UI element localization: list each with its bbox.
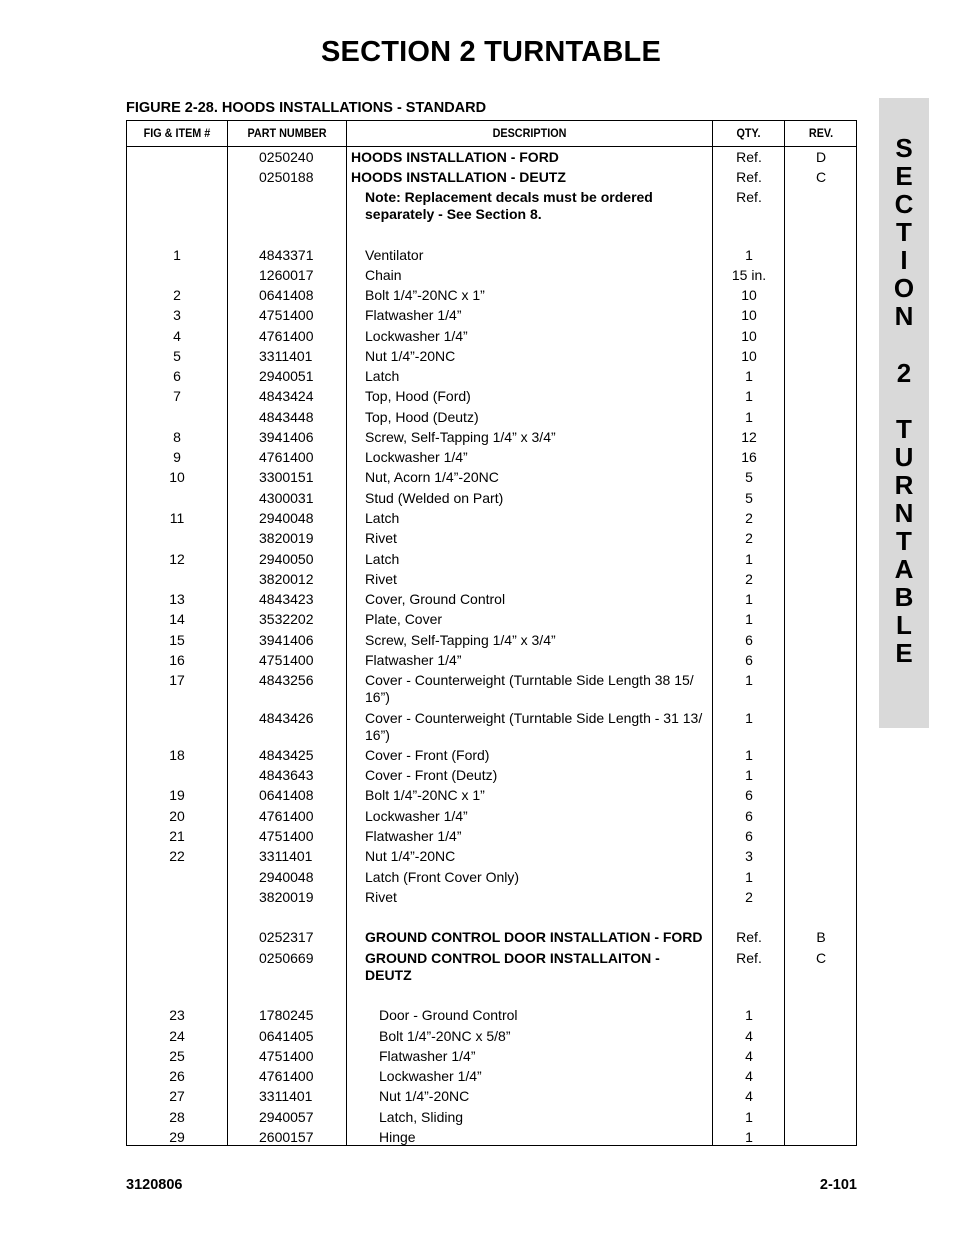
side-tab-letter: T	[896, 526, 912, 556]
side-tab-letter: R	[894, 470, 914, 500]
cell-fig-item: 28	[169, 1109, 185, 1125]
cell-description: Flatwasher 1/4”	[365, 828, 462, 844]
cell-part-number: 0641405	[259, 1028, 314, 1044]
column-header-qty: QTY.	[736, 126, 761, 140]
figure-title: FIGURE 2-28. HOODS INSTALLATIONS - STANDARD	[126, 100, 487, 116]
cell-description: Nut 1/4”-20NC	[365, 348, 456, 364]
cell-qty: 1	[745, 1007, 753, 1023]
cell-part-number: 2940048	[259, 510, 314, 526]
cell-qty: Ref.	[736, 950, 762, 966]
cell-description: Cover - Front (Ford)	[365, 747, 490, 763]
cell-fig-item: 14	[169, 611, 185, 627]
column-header-rev: REV.	[808, 126, 834, 140]
side-tab-letter: E	[895, 161, 913, 191]
footer-page-number: 2-101	[819, 1177, 857, 1193]
cell-fig-item: 23	[169, 1007, 185, 1023]
cell-qty: 1	[745, 368, 753, 384]
cell-qty: 4	[745, 1088, 753, 1104]
cell-part-number: 3820019	[259, 889, 314, 905]
cell-qty: 6	[745, 652, 753, 668]
cell-part-number: 3941406	[259, 429, 314, 445]
cell-qty: 1	[745, 869, 753, 885]
cell-description: Lockwasher 1/4”	[365, 449, 468, 465]
section-side-tab	[879, 98, 929, 728]
cell-fig-item: 1	[173, 247, 181, 263]
cell-part-number: 4751400	[259, 307, 314, 323]
cell-description: Rivet	[365, 571, 397, 587]
cell-part-number: 2940051	[259, 368, 314, 384]
cell-description: Stud (Welded on Part)	[365, 490, 504, 506]
cell-fig-item: 19	[169, 787, 185, 803]
cell-qty: Ref.	[736, 929, 762, 945]
column-header-description: DESCRIPTION	[492, 126, 567, 140]
side-tab-letter: S	[895, 133, 913, 163]
cell-description: Cover - Counterweight (Turntable Side Length 38 15/ 16”)	[365, 672, 694, 705]
cell-qty: 4	[745, 1068, 753, 1084]
cell-description: Flatwasher 1/4”	[365, 652, 462, 668]
cell-qty: 5	[745, 490, 753, 506]
cell-description: Flatwasher 1/4”	[379, 1048, 476, 1064]
cell-qty: 16	[741, 449, 757, 465]
cell-qty: 1	[745, 611, 753, 627]
cell-description: Door - Ground Control	[379, 1007, 518, 1023]
footer-document-number: 3120806	[126, 1177, 183, 1193]
cell-description: Top, Hood (Ford)	[365, 388, 471, 404]
column-header-part: PART NUMBER	[247, 126, 327, 140]
cell-part-number: 3311401	[259, 1088, 313, 1104]
cell-description: Lockwasher 1/4”	[365, 808, 468, 824]
cell-qty: 10	[741, 348, 757, 364]
cell-qty: 2	[745, 889, 753, 905]
cell-qty: 1	[745, 551, 753, 567]
side-tab-letter: L	[896, 610, 912, 640]
cell-description: Bolt 1/4”-20NC x 5/8”	[379, 1028, 511, 1044]
cell-description: Latch, Sliding	[379, 1109, 464, 1125]
cell-qty: 1	[745, 388, 753, 404]
cell-part-number: 2940050	[259, 551, 314, 567]
cell-description: Latch	[365, 368, 400, 384]
cell-part-number: 4843426	[259, 710, 314, 726]
cell-part-number: 2940048	[259, 869, 314, 885]
cell-fig-item: 6	[173, 368, 181, 384]
cell-qty: Ref.	[736, 169, 762, 185]
cell-qty: 2	[745, 510, 753, 526]
side-tab-letter: N	[894, 498, 914, 528]
cell-part-number: 4843371	[259, 247, 314, 263]
cell-description: HOODS INSTALLATION - FORD	[351, 149, 559, 165]
cell-part-number: 4751400	[259, 1048, 314, 1064]
page-title: SECTION 2 TURNTABLE	[321, 36, 661, 68]
cell-qty: 10	[741, 307, 757, 323]
cell-qty: 2	[745, 571, 753, 587]
cell-part-number: 3300151	[259, 469, 314, 485]
cell-qty: 6	[745, 808, 753, 824]
cell-part-number: 4300031	[259, 490, 314, 506]
side-tab-letter: 2	[896, 358, 912, 388]
cell-qty: 1	[745, 710, 753, 726]
cell-part-number: 4843448	[259, 409, 314, 425]
cell-qty: 1	[745, 591, 753, 607]
cell-qty: 1	[745, 1109, 753, 1125]
cell-qty: 1	[745, 1129, 753, 1145]
cell-fig-item: 24	[169, 1028, 185, 1044]
cell-part-number: 4843256	[259, 672, 314, 688]
cell-fig-item: 3	[173, 307, 181, 323]
side-tab-letter: A	[894, 554, 914, 584]
cell-qty: 6	[745, 632, 753, 648]
cell-qty: 3	[745, 848, 753, 864]
cell-fig-item: 20	[169, 808, 185, 824]
cell-description: Cover, Ground Control	[365, 591, 506, 607]
cell-description: Bolt 1/4”-20NC x 1”	[365, 787, 485, 803]
cell-qty: Ref.	[736, 149, 762, 165]
cell-qty: 10	[741, 287, 757, 303]
cell-fig-item: 27	[169, 1088, 185, 1104]
column-header-fig: FIG & ITEM #	[143, 126, 211, 140]
side-tab-letter: C	[894, 189, 914, 219]
cell-description: Rivet	[365, 889, 397, 905]
cell-qty: 15 in.	[731, 267, 767, 283]
cell-description: Nut 1/4”-20NC	[365, 848, 456, 864]
cell-part-number: 4843424	[259, 388, 314, 404]
cell-part-number: 4761400	[259, 328, 314, 344]
cell-description: Screw, Self-Tapping 1/4” x 3/4”	[365, 632, 556, 648]
cell-qty: 1	[745, 672, 753, 688]
cell-part-number: 0250188	[259, 169, 314, 185]
cell-part-number: 3941406	[259, 632, 314, 648]
cell-rev: C	[815, 169, 827, 185]
cell-description: Latch	[365, 551, 400, 567]
cell-part-number: 0250669	[259, 950, 314, 966]
cell-description: Hinge	[379, 1129, 416, 1145]
cell-fig-item: 4	[173, 328, 181, 344]
cell-qty: 5	[745, 469, 753, 485]
cell-qty: 6	[745, 787, 753, 803]
side-tab-letter: O	[893, 273, 915, 303]
cell-description: Flatwasher 1/4”	[365, 307, 462, 323]
side-tab-letter: E	[895, 638, 913, 668]
cell-description: Nut 1/4”-20NC	[379, 1088, 470, 1104]
cell-fig-item: 13	[169, 591, 185, 607]
header-divider	[127, 146, 856, 147]
cell-description: Rivet	[365, 530, 397, 546]
cell-description: Top, Hood (Deutz)	[365, 409, 479, 425]
cell-description: Latch (Front Cover Only)	[365, 869, 520, 885]
side-tab-letter: U	[894, 442, 914, 472]
cell-fig-item: 16	[169, 652, 185, 668]
column-divider	[346, 121, 347, 1145]
cell-qty: 10	[741, 328, 757, 344]
cell-description: HOODS INSTALLATION - DEUTZ	[351, 169, 566, 185]
cell-fig-item: 25	[169, 1048, 185, 1064]
cell-part-number: 4843425	[259, 747, 314, 763]
cell-part-number: 0250240	[259, 149, 314, 165]
cell-qty: 1	[745, 747, 753, 763]
column-divider	[227, 121, 228, 1145]
side-tab-letter: T	[896, 414, 912, 444]
cell-description: Bolt 1/4”-20NC x 1”	[365, 287, 485, 303]
cell-qty: 1	[745, 247, 753, 263]
cell-part-number: 4843643	[259, 767, 314, 783]
cell-part-number: 4761400	[259, 808, 314, 824]
cell-part-number: 1260017	[259, 267, 314, 283]
cell-part-number: 0641408	[259, 787, 314, 803]
cell-rev: B	[816, 929, 826, 945]
cell-part-number: 3820012	[259, 571, 314, 587]
cell-fig-item: 17	[169, 672, 185, 688]
cell-qty: Ref.	[736, 189, 762, 205]
cell-part-number: 2600157	[259, 1129, 314, 1145]
cell-rev: D	[815, 149, 827, 165]
cell-description: Cover - Front (Deutz)	[365, 767, 498, 783]
cell-description: Chain	[365, 267, 402, 283]
cell-qty: 1	[745, 767, 753, 783]
cell-fig-item: 7	[173, 388, 181, 404]
cell-qty: 4	[745, 1048, 753, 1064]
cell-description: GROUND CONTROL DOOR INSTALLAITON - DEUTZ	[365, 950, 660, 983]
cell-fig-item: 21	[169, 828, 185, 844]
parts-table	[126, 120, 857, 1146]
side-tab-letter: B	[894, 582, 914, 612]
cell-description: Lockwasher 1/4”	[365, 328, 468, 344]
cell-rev: C	[815, 950, 827, 966]
cell-fig-item: 8	[173, 429, 181, 445]
cell-qty: 2	[745, 530, 753, 546]
cell-fig-item: 18	[169, 747, 185, 763]
cell-fig-item: 22	[169, 848, 185, 864]
side-tab-letter: I	[900, 245, 908, 275]
cell-fig-item: 15	[169, 632, 185, 648]
cell-part-number: 3532202	[259, 611, 314, 627]
cell-description: Nut, Acorn 1/4”-20NC	[365, 469, 499, 485]
cell-part-number: 3820019	[259, 530, 314, 546]
cell-qty: 12	[741, 429, 757, 445]
cell-qty: 4	[745, 1028, 753, 1044]
cell-fig-item: 5	[173, 348, 181, 364]
cell-part-number: 2940057	[259, 1109, 314, 1125]
cell-qty: 6	[745, 828, 753, 844]
cell-fig-item: 29	[169, 1129, 185, 1145]
side-tab-letter: T	[896, 217, 912, 247]
cell-part-number: 4761400	[259, 1068, 314, 1084]
cell-description: Cover - Counterweight (Turntable Side Length - 31 13/ 16”)	[365, 710, 703, 743]
cell-part-number: 4751400	[259, 652, 314, 668]
cell-description: Plate, Cover	[365, 611, 443, 627]
cell-fig-item: 11	[169, 510, 185, 526]
cell-description: GROUND CONTROL DOOR INSTALLATION - FORD	[365, 929, 703, 945]
cell-part-number: 0252317	[259, 929, 314, 945]
cell-fig-item: 26	[169, 1068, 185, 1084]
cell-part-number: 0641408	[259, 287, 314, 303]
cell-description: Screw, Self-Tapping 1/4” x 3/4”	[365, 429, 556, 445]
cell-part-number: 4843423	[259, 591, 314, 607]
cell-description: Note: Replacement decals must be ordered separately - See Section 8.	[365, 189, 653, 222]
cell-part-number: 4761400	[259, 449, 314, 465]
cell-description: Lockwasher 1/4”	[379, 1068, 482, 1084]
cell-fig-item: 12	[169, 551, 185, 567]
cell-fig-item: 9	[173, 449, 181, 465]
cell-fig-item: 2	[173, 287, 181, 303]
cell-fig-item: 10	[169, 469, 185, 485]
cell-description: Latch	[365, 510, 400, 526]
cell-part-number: 3311401	[259, 348, 313, 364]
cell-part-number: 4751400	[259, 828, 314, 844]
side-tab-letter: N	[894, 301, 914, 331]
cell-part-number: 3311401	[259, 848, 313, 864]
cell-part-number: 1780245	[259, 1007, 314, 1023]
cell-description: Ventilator	[365, 247, 424, 263]
cell-qty: 1	[745, 409, 753, 425]
